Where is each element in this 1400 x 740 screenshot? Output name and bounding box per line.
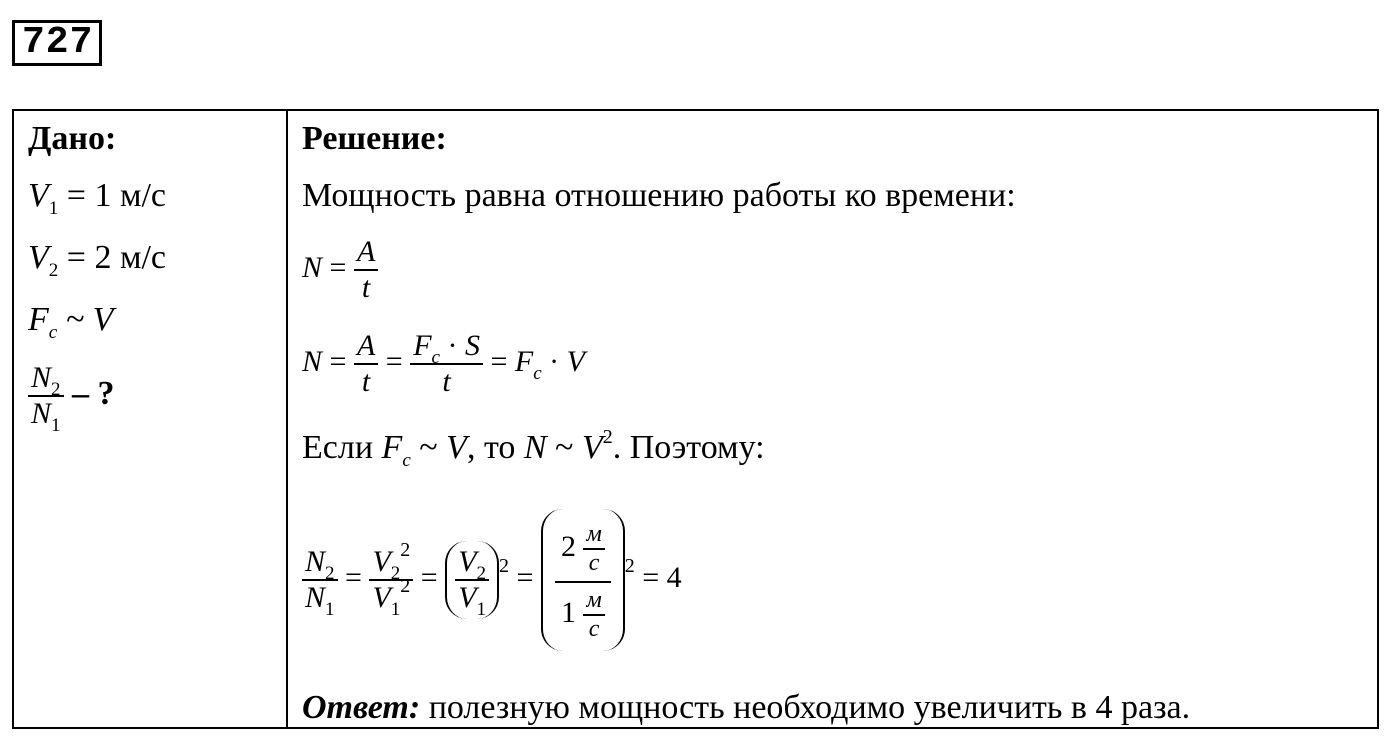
given-question-mark: – ?	[72, 374, 115, 412]
given-heading: Дано:	[28, 120, 117, 157]
then-text: , то	[466, 429, 516, 466]
if-text: Если	[302, 429, 374, 466]
answer-text: полезную мощность необходимо увеличить в 4 раза.	[428, 689, 1191, 726]
solution-column	[302, 117, 1372, 726]
answer-label: Ответ:	[302, 689, 421, 726]
given-v2-value: = 2 м/с	[66, 239, 167, 276]
result-value: = 4	[642, 560, 682, 594]
given-question: $\frac{N_2}{N_1}$ – ?	[28, 361, 115, 431]
formula-power: N = $\frac{A}{t}$	[302, 235, 378, 305]
solution-heading: Решение:	[302, 120, 447, 157]
answer-line	[302, 689, 1190, 727]
formula-power-expanded: N = $\frac{A}{t}$ = $\frac{F_c \cdot S}{t}$ = $F_c \cdot V$	[302, 329, 585, 398]
given-v1-value: = 1 м/с	[66, 177, 167, 214]
proportionality-statement: Если $F_c$ ~ V, то N ~ $V^2$. Поэтому:	[302, 426, 765, 471]
given-force-relation: $F_c$ ~ V	[28, 301, 114, 343]
solution-intro: Мощность равна отношению работы ко времени:	[302, 177, 1016, 214]
given-v2: $V_2 = 2$ м/с	[28, 239, 167, 281]
column-divider	[286, 111, 288, 727]
given-v1: $V_1 = 1$ м/с	[28, 177, 167, 219]
formula-ratio: $\frac{N_2}{N_1}$ = $\frac{V_2^2}{V_1^2}$ = $\frac{V_2}{V_1}$ $^2$ = 2 $\frac{м}{с}$ 1 $\frac{м}{с}$ $^2$ = 4	[302, 509, 682, 651]
problem-number: 727	[12, 20, 102, 66]
therefore-text: . Поэтому:	[612, 429, 765, 466]
solution-table	[12, 109, 1379, 729]
given-force-relation-text: ~ V	[65, 301, 114, 338]
given-column	[28, 117, 278, 436]
